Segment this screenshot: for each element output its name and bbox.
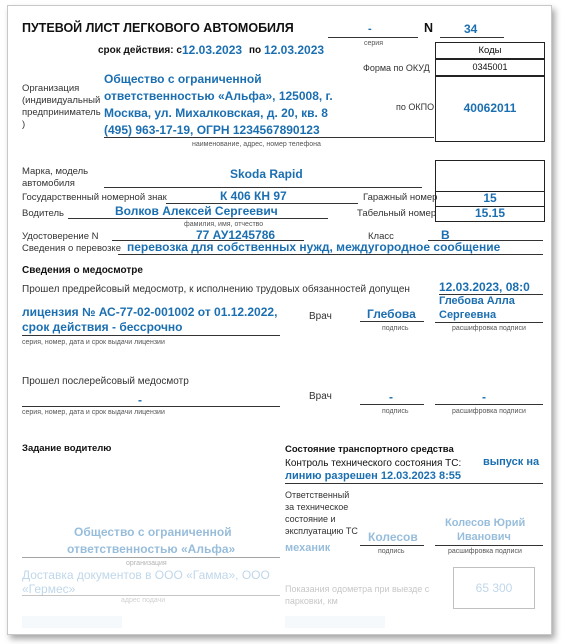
org-caption: наименование, адрес, номер телефона [192,141,321,148]
waybill-document [7,5,552,635]
resp-full-2: Иванович [457,531,511,543]
resp-label-2: за техническое [285,502,349,512]
post-sign: - [389,390,393,404]
control-label: Контроль технического состояния ТС: [285,458,462,469]
post-decode-caption: расшифровка подписи [452,408,526,415]
resp-decode-caption: расшифровка подписи [448,548,522,555]
driver-label: Водитель [22,208,64,219]
number-label: N [424,21,434,35]
pre-license-2: срок действия - бессрочно [22,320,183,334]
transport-value: перевозка для собственных нужд, междугородное сообщение [127,240,501,254]
org-label-1: Организация [22,83,80,94]
pre-trip-datetime: 12.03.2023, 08:0 [439,280,530,294]
doctor-label: Врач [309,311,332,322]
plate-label: Государственный номерной знак [22,192,167,203]
task-address-2: «Гермес» [22,582,76,596]
okud-label: Форма по ОКУД [363,63,430,73]
okud-cell [435,59,545,76]
resp-sign-caption: подпись [378,548,405,555]
state-heading: Состояние транспортного средства [285,444,454,455]
task-org-caption: организация [126,560,167,567]
doctor-full-1: Глебова Алла [439,295,515,307]
license-label: Удостоверение N [22,231,99,242]
validity-from: 12.03.2023 [182,43,243,57]
okud-code: 0345001 [472,62,508,72]
doctor-sign-caption: подпись [382,325,409,332]
garage-cell [435,191,545,207]
resp-label-4: эксплуатацию ТС [285,526,358,536]
okpo-cell [435,76,545,142]
class-label: Класс [368,231,394,242]
control-value-2: линию разрешен 12.03.2023 8:55 [285,470,461,482]
doctor-full-2: Сергеевна [439,309,497,321]
garage-number: 15 [483,191,497,205]
resp-sign: Колесов [368,530,418,544]
org-label-4: ) [22,119,26,130]
task-heading: Задание водителю [22,443,112,454]
org-line-4: (495) 963-17-19, ОГРН 1234567890123 [104,123,320,137]
resp-full-1: Колесов Юрий [445,517,526,529]
driver-name-caption: фамилия, имя, отчество [184,221,264,228]
odometer-value: 65 300 [475,581,513,595]
okpo-code: 40062011 [463,101,517,115]
tab-label: Табельный номер [357,208,437,219]
garage-label: Гаражный номер [363,192,438,203]
control-value-1: выпуск на [483,456,540,468]
odometer-box [453,567,535,609]
doctor-sign: Глебова [367,307,416,321]
org-line-1: Общество с ограниченной [104,72,262,86]
resp-role: механик [285,542,331,554]
post-trip-text: Прошел послерейсовый медосмотр [22,376,189,387]
odometer-label-1: Показания одометра при выезде с [285,584,430,594]
vehicle-box [435,160,545,192]
driver-license: 77 АУ1245786 [196,228,276,242]
odometer-label-2: парковки, км [285,596,338,606]
post-license-caption: серия, номер, дата и срок выдачи лицензии [22,409,165,416]
okpo-label: по ОКПО [396,102,435,112]
driver-name: Волков Алексей Сергеевич [115,204,278,218]
post-decode: - [482,390,486,404]
brand-label-2: автомобиля [22,178,75,189]
doctor-decode-caption: расшифровка подписи [452,325,526,332]
vehicle-brand: Skoda Rapid [230,167,303,181]
org-label-3: предприниматель [22,107,101,118]
document-title: ПУТЕВОЙ ЛИСТ ЛЕГКОВОГО АВТОМОБИЛЯ [22,21,294,35]
pre-license-1: лицензия № АС-77-02-001002 от 01.12.2022, [22,305,278,319]
pre-license-caption: серия, номер, дата и срок выдачи лицензии [22,339,165,346]
pre-trip-text: Прошел предрейсовый медосмотр, к исполнению трудовых обязанностей допущен [22,284,410,295]
document-number: 34 [464,22,478,36]
validity-to: 12.03.2023 [264,43,325,57]
resp-label-1: Ответственный [285,490,350,500]
task-org-2: ответственностью «Альфа» [67,542,236,556]
task-address-caption: адрес подачи [121,597,166,604]
series-caption: серия [364,40,383,47]
driver-class: В [441,228,450,242]
vehicle-plate: К 406 КН 97 [220,189,287,203]
faded-row-left [22,616,122,628]
series-value: - [368,23,372,35]
org-line-2: ответственностью «Альфа», 125008, г. [104,89,333,103]
transport-label: Сведения о перевозке [22,243,121,254]
task-org-1: Общество с ограниченной [74,525,232,539]
task-address-1: Доставка документов в ООО «Гамма», ООО [22,568,270,582]
tab-cell [435,206,545,222]
org-label-2: (индивидуальный [22,95,101,106]
tab-number: 15.15 [474,206,506,220]
medical-heading: Сведения о медосмотре [22,265,143,276]
post-license: - [138,393,142,407]
validity-label: срок действия: с [98,45,182,56]
codes-header: Коды [478,45,502,56]
post-doctor-label: Врач [309,391,332,402]
codes-header-cell [435,42,545,59]
brand-label-1: Марка, модель [22,166,89,177]
faded-row-right [285,616,385,628]
resp-label-3: состояние и [285,514,336,524]
post-sign-caption: подпись [382,408,409,415]
validity-to-label: по [249,45,262,56]
org-line-3: Москва, ул. Михалковская, д. 20, кв. 8 [104,106,328,120]
